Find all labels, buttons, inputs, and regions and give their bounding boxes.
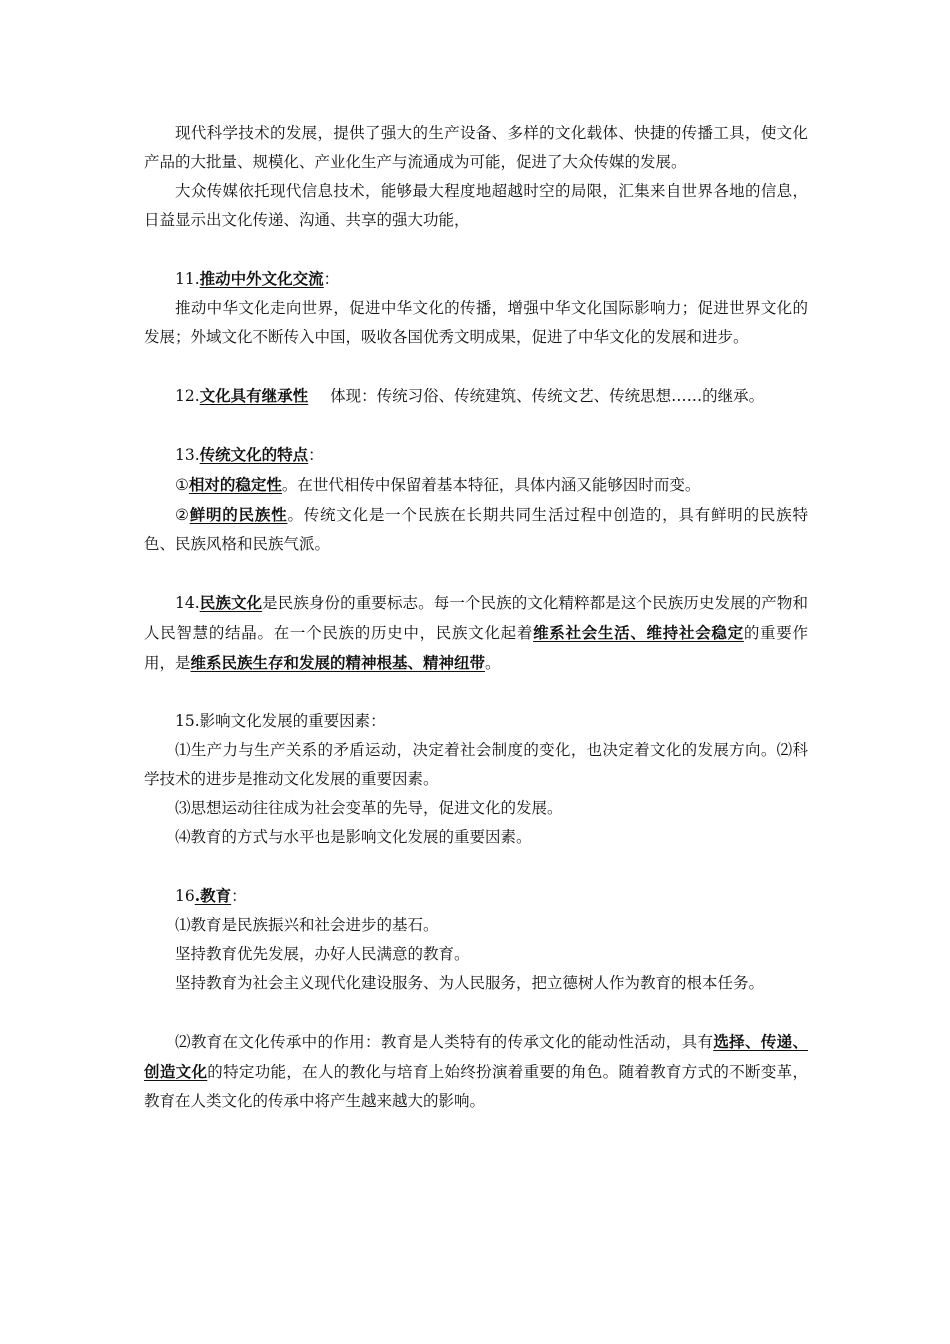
section-13-colon: ： [308, 446, 324, 464]
section-13-item-1 [144, 470, 808, 500]
section-13-heading [144, 440, 808, 470]
section-13-number: 13. [175, 446, 200, 464]
section-16-line-1: ⑴教育是民族振兴和社会进步的基石。 [175, 916, 439, 934]
item-body: 。在世代相传中保留着基本特征，具体内涵又能够因时而变。 [281, 476, 701, 494]
item-title: 相对的稳定性 [188, 475, 282, 494]
spacer [144, 559, 808, 588]
item-body: 。传统文化是一个民族在长期共同生活过程中创造的，具有鲜明的民族特色、民族风格和民族气派。 [144, 506, 808, 553]
section-14-key-2: 维系民族生存和发展的精神根基、精神纽带 [190, 653, 486, 672]
section-16-heading [144, 881, 808, 911]
section-16-line-4 [144, 1027, 808, 1116]
section-12 [144, 381, 808, 411]
section-16-line-4-text-a: ⑵教育在文化传承中的作用：教育是人类特有的传承文化的能动性活动，具有 [175, 1033, 714, 1051]
section-11-colon: ： [323, 270, 340, 288]
spacer [144, 678, 808, 707]
section-16-line-4-text-b: 的特定功能，在人的教化与培育上始终扮演着重要的角色。随着教育方式的不断变革，教育在人类文化的传承中将产生越来越大的影响。 [144, 1063, 808, 1110]
paragraph-tech-development: 现代科学技术的发展，提供了强大的生产设备、多样的文化载体、快捷的传播工具，使文化产品的大批量、规模化、产业化生产与流通成为可能，促进了大众传媒的发展。 [144, 124, 808, 171]
section-15-line-1: ⑴生产力与生产关系的矛盾运动，决定着社会制度的变化，也决定着文化的发展方向。⑵科学技术的进步是推动文化发展的重要因素。 [144, 741, 808, 788]
section-14 [144, 588, 808, 678]
section-15-line-3: ⑷教育的方式与水平也是影响文化发展的重要因素。 [175, 828, 532, 846]
section-11-body: 推动中华文化走向世界，促进中华文化的传播，增强中华文化国际影响力；促进世界文化的发展；外域文化不断传入中国，吸收各国优秀文明成果，促进了中华文化的发展和进步。 [144, 299, 808, 346]
section-11-title: 推动中外文化交流 [199, 269, 324, 288]
section-13-item-2 [144, 500, 808, 559]
section-11-heading [144, 264, 808, 294]
item-marker: ① [175, 476, 189, 494]
spacer [144, 998, 808, 1027]
section-15-line-2: ⑶思想运动往往成为社会变革的先导，促进文化的发展。 [175, 799, 563, 817]
spacer [144, 235, 808, 264]
section-14-title: 民族文化 [199, 593, 263, 612]
section-16-colon: ： [231, 887, 247, 905]
section-16-line-2: 坚持教育优先发展，办好人民满意的教育。 [175, 945, 470, 963]
section-14-number: 14. [175, 594, 200, 612]
section-16-line-4-key: 选择、传递、创造文化 [144, 1032, 808, 1081]
document-page [144, 119, 808, 1116]
item-marker: ② [175, 506, 190, 524]
section-12-body: 体现：传统习俗、传统建筑、传统文艺、传统思想……的继承。 [330, 387, 765, 405]
section-16-title: .教育 [194, 886, 232, 905]
section-13-title: 传统文化的特点 [199, 445, 309, 464]
section-16-line-3: 坚持教育为社会主义现代化建设服务、为人民服务，把立德树人作为教育的根本任务。 [175, 974, 765, 992]
section-16-number: 16 [175, 887, 195, 905]
section-15-heading: 15.影响文化发展的重要因素： [175, 712, 386, 730]
section-14-key-1: 维系社会生活、维持社会稳定 [533, 623, 744, 642]
section-14-text-2: 的重要作用，是 [144, 624, 808, 672]
spacer [144, 852, 808, 881]
spacer [144, 411, 808, 440]
item-title: 鲜明的民族性 [189, 505, 288, 524]
section-14-text-1: 是民族身份的重要标志。每一个民族的文化精粹都是这个民族历史发展的产物和人民智慧的结晶。在一个民族的历史中，民族文化起着 [144, 594, 808, 642]
section-12-number: 12. [175, 387, 200, 405]
spacer [144, 352, 808, 381]
section-14-text-3: 。 [485, 654, 501, 672]
paragraph-mass-media: 大众传媒依托现代信息技术，能够最大程度地超越时空的局限，汇集来自世界各地的信息，日益显示出文化传递、沟通、共享的强大功能， [144, 182, 808, 229]
section-12-title: 文化具有继承性 [199, 386, 309, 405]
section-11-number: 11. [175, 270, 200, 288]
